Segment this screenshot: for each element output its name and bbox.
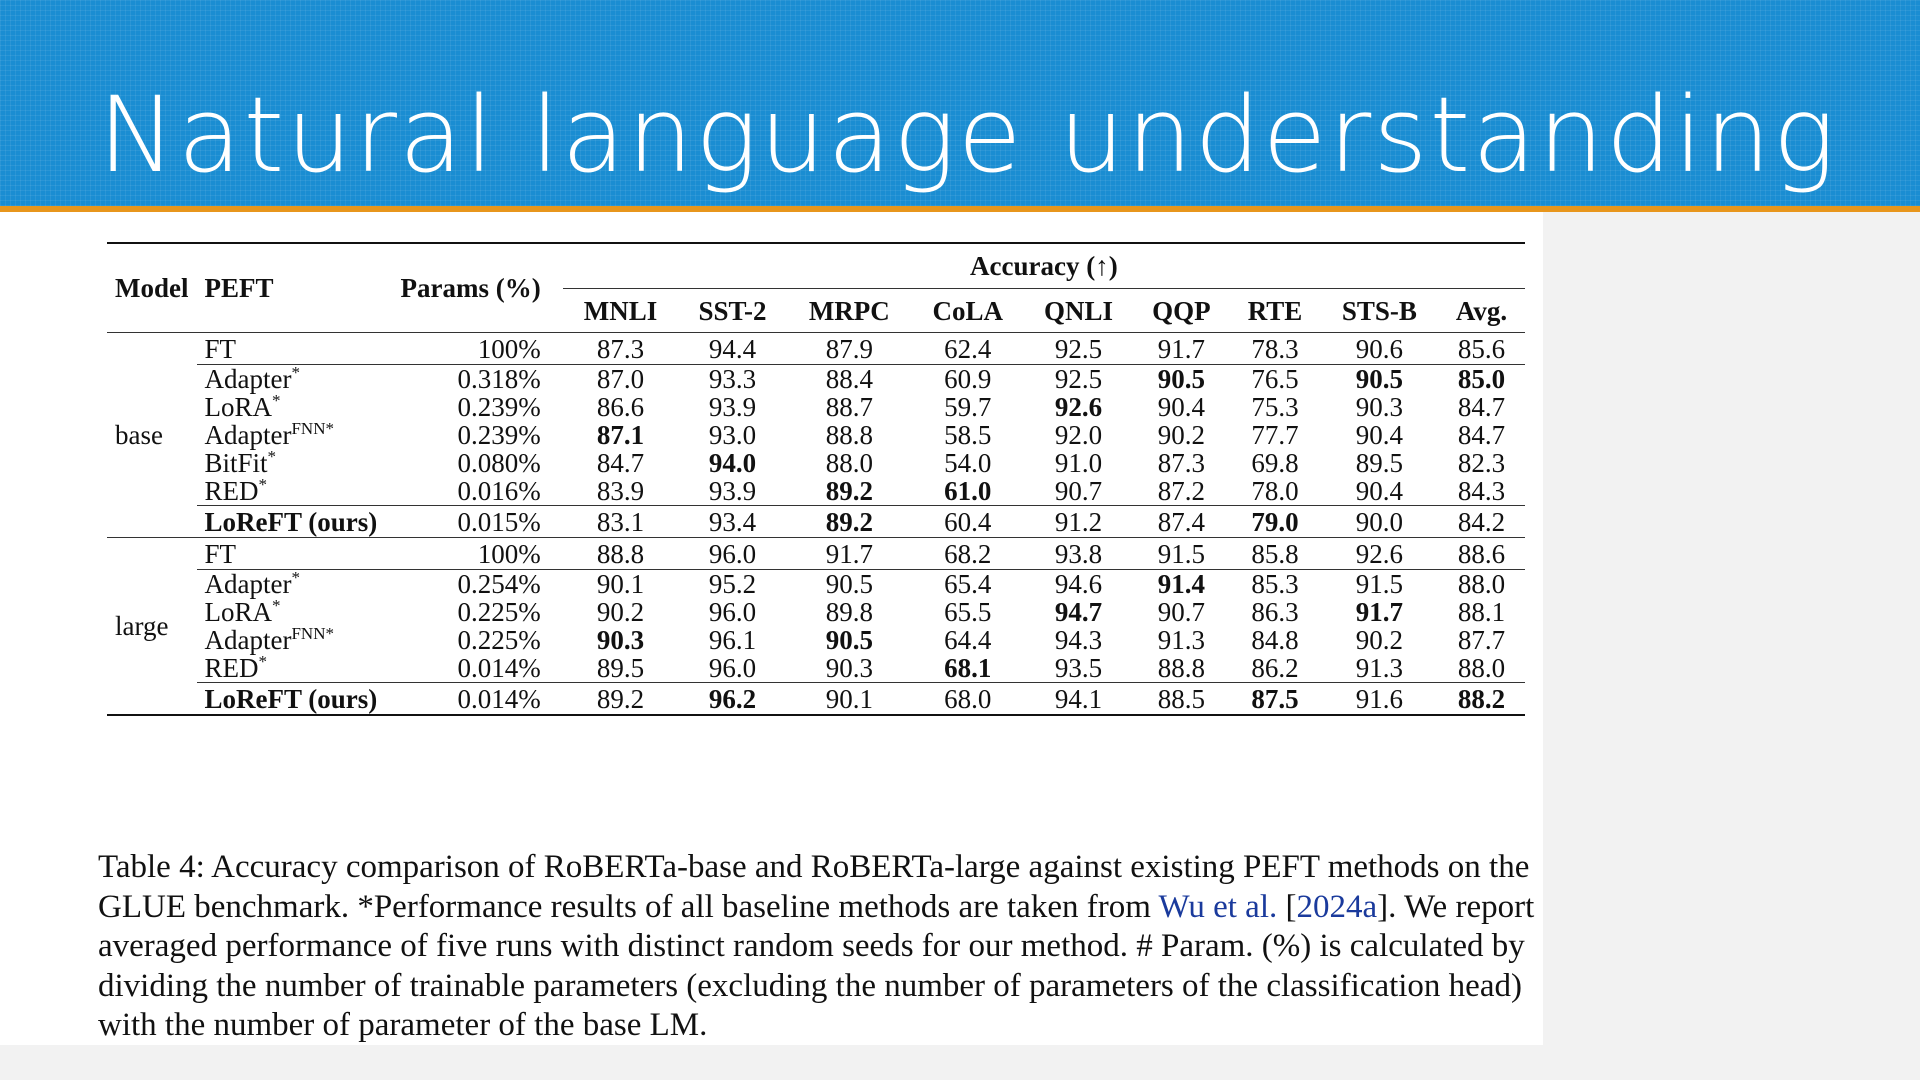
method-cell — [197, 654, 393, 683]
column-header-qqp: QQP — [1152, 295, 1211, 326]
method-superscript: * — [291, 363, 300, 382]
score-cell: 83.1 — [563, 506, 679, 538]
score-cell: 89.5 — [1355, 448, 1403, 478]
table-row — [107, 506, 1525, 538]
score-cell: 93.4 — [678, 506, 787, 538]
score-cell: 88.8 — [825, 420, 873, 450]
score-cell: 85.3 — [1230, 570, 1321, 599]
method-superscript: * — [291, 568, 300, 587]
table-row — [107, 477, 1525, 506]
score-cell: 91.3 — [1355, 653, 1403, 683]
score-cell: 93.5 — [1054, 653, 1103, 683]
score-cell: 89.5 — [596, 653, 645, 683]
table-row — [107, 538, 1525, 570]
table-row — [107, 393, 1525, 421]
score-cell: 91.6 — [1321, 683, 1439, 716]
score-cell: 90.3 — [825, 653, 873, 683]
method-superscript: * — [272, 596, 281, 615]
params-cell: 0.225% — [457, 597, 541, 627]
score-cell: 84.2 — [1438, 506, 1525, 538]
score-cell: 87.2 — [1157, 476, 1206, 506]
score-cell: 90.5 — [825, 625, 873, 655]
score-cell: 88.2 — [1438, 683, 1525, 716]
slide-background-panel — [1543, 212, 1920, 1080]
score-cell: 87.4 — [1133, 506, 1229, 538]
method-name: LoRA — [204, 597, 272, 627]
slide-background-strip — [0, 1045, 1543, 1080]
score-cell: 92.0 — [1054, 420, 1103, 450]
column-header-mnli: MNLI — [583, 295, 658, 326]
method-cell — [197, 598, 393, 626]
score-cell: 87.3 — [596, 333, 645, 364]
score-cell: 96.1 — [708, 625, 757, 655]
score-cell: 92.6 — [1355, 538, 1403, 569]
score-cell: 59.7 — [944, 392, 992, 422]
score-cell: 88.6 — [1457, 538, 1506, 569]
score-cell: 91.4 — [1133, 570, 1229, 599]
citation-year-link[interactable]: 2024a — [1296, 888, 1378, 925]
header-params: Params (%) — [393, 243, 563, 333]
score-cell: 65.4 — [912, 570, 1024, 599]
score-cell: 90.1 — [787, 683, 912, 716]
score-cell: 64.4 — [944, 625, 992, 655]
params-cell: 0.016% — [457, 476, 541, 506]
score-cell: 84.7 — [596, 448, 645, 478]
params-cell: 0.254% — [393, 570, 563, 599]
score-cell: 84.7 — [1457, 392, 1506, 422]
accuracy-table — [107, 242, 1525, 716]
score-cell: 84.3 — [1457, 476, 1506, 506]
params-cell: 100% — [477, 333, 541, 364]
score-cell: 68.2 — [944, 538, 992, 569]
score-cell: 69.8 — [1251, 448, 1299, 478]
caption-bracket: [ — [1285, 888, 1297, 925]
method-name: Adapter — [204, 625, 292, 655]
method-cell — [197, 570, 393, 599]
table-body — [107, 333, 1525, 716]
score-cell: 94.3 — [1054, 625, 1103, 655]
score-cell: 91.3 — [1157, 625, 1206, 655]
caption-text: Table 4: Accuracy comparison of RoBERTa-base and RoBERTa-large against existing PEFT methods on the GLUE benchmark. *Performance results of all baseline methods are taken from — [98, 849, 1530, 925]
score-cell: 88.5 — [1133, 683, 1229, 716]
score-cell: 90.4 — [1355, 476, 1403, 506]
params-cell: 0.318% — [393, 365, 563, 394]
citation-link[interactable]: Wu et al. — [1158, 888, 1278, 925]
score-cell: 94.6 — [1024, 570, 1134, 599]
method-cell — [197, 477, 393, 506]
score-cell: 68.1 — [944, 653, 992, 683]
score-cell: 93.9 — [708, 476, 757, 506]
score-cell: 94.0 — [708, 448, 757, 478]
method-cell — [197, 365, 393, 394]
score-cell: 96.0 — [708, 538, 757, 569]
score-cell: 96.0 — [708, 597, 757, 627]
score-cell: 78.0 — [1251, 476, 1299, 506]
score-cell: 90.5 — [787, 570, 912, 599]
slide-title: Natural language understanding — [98, 74, 1838, 196]
table-figure — [93, 226, 1543, 1045]
score-cell: 93.3 — [678, 365, 787, 394]
score-cell: 84.8 — [1251, 625, 1299, 655]
score-cell: 94.1 — [1024, 683, 1134, 716]
method-cell — [197, 393, 393, 421]
score-cell: 89.2 — [563, 683, 679, 716]
method-cell — [197, 333, 393, 365]
score-cell: 76.5 — [1230, 365, 1321, 394]
score-cell: 84.7 — [1457, 420, 1506, 450]
score-cell: 91.2 — [1024, 506, 1134, 538]
score-cell: 54.0 — [944, 448, 992, 478]
score-cell: 79.0 — [1230, 506, 1321, 538]
score-cell: 91.7 — [1157, 333, 1206, 364]
score-cell: 88.0 — [1457, 653, 1506, 683]
method-name: Adapter — [204, 569, 292, 599]
method-name: BitFit — [204, 448, 268, 478]
score-cell: 62.4 — [944, 333, 992, 364]
score-cell: 85.8 — [1251, 538, 1299, 569]
score-cell: 90.7 — [1054, 476, 1103, 506]
score-cell: 94.7 — [1054, 597, 1103, 627]
score-cell: 87.0 — [563, 365, 679, 394]
score-cell: 82.3 — [1457, 448, 1506, 478]
score-cell: 87.9 — [825, 333, 873, 364]
score-cell: 90.2 — [1157, 420, 1206, 450]
score-cell: 87.1 — [596, 420, 645, 450]
score-cell: 58.5 — [944, 420, 992, 450]
score-cell: 88.0 — [825, 448, 873, 478]
score-cell: 88.1 — [1457, 597, 1506, 627]
method-name: FT — [204, 538, 237, 569]
score-cell: 85.6 — [1457, 333, 1506, 364]
score-cell: 91.5 — [1157, 538, 1206, 569]
caption-text-2: ]. We report averaged performance of five runs with distinct random seeds for our method. # Param. (%) is calculated by dividing the number of trainable parameters (excluding the number of parameters of the classification head) with the number of parameter of the base LM. — [98, 888, 1535, 1043]
column-header-qnli: QNLI — [1043, 295, 1113, 326]
score-cell: 93.8 — [1054, 538, 1103, 569]
score-cell: 91.0 — [1054, 448, 1103, 478]
score-cell: 92.5 — [1024, 365, 1134, 394]
params-cell: 0.239% — [457, 420, 541, 450]
score-cell: 90.6 — [1355, 333, 1403, 364]
score-cell: 90.1 — [563, 570, 679, 599]
score-cell: 61.0 — [944, 476, 992, 506]
score-cell: 92.6 — [1054, 392, 1103, 422]
score-cell: 90.0 — [1321, 506, 1439, 538]
method-cell — [197, 626, 393, 654]
score-cell: 89.2 — [825, 476, 873, 506]
method-superscript: * — [267, 447, 277, 466]
score-cell: 96.0 — [708, 653, 757, 683]
score-cell: 96.2 — [678, 683, 787, 716]
table-row — [107, 626, 1525, 654]
score-cell: 88.0 — [1438, 570, 1525, 599]
params-cell: 100% — [477, 538, 541, 569]
score-cell: 93.9 — [708, 392, 757, 422]
table-header-row — [107, 243, 1525, 289]
params-cell: 0.239% — [457, 392, 541, 422]
score-cell: 85.0 — [1438, 365, 1525, 394]
header-peft: PEFT — [197, 243, 393, 333]
score-cell: 88.8 — [1157, 653, 1206, 683]
score-cell: 91.7 — [1355, 597, 1403, 627]
method-superscript: FNN* — [291, 419, 334, 438]
score-cell: 90.7 — [1157, 597, 1206, 627]
params-cell: 0.015% — [393, 506, 563, 538]
method-cell — [197, 538, 393, 570]
score-cell: 90.5 — [1133, 365, 1229, 394]
score-cell: 92.5 — [1054, 333, 1103, 364]
method-superscript: FNN* — [291, 624, 334, 643]
score-cell: 68.0 — [912, 683, 1024, 716]
method-superscript: * — [258, 652, 267, 671]
score-cell: 88.4 — [787, 365, 912, 394]
score-cell: 86.6 — [596, 392, 645, 422]
score-cell: 75.3 — [1251, 392, 1299, 422]
score-cell: 87.7 — [1457, 625, 1506, 655]
score-cell: 90.4 — [1355, 420, 1403, 450]
score-cell: 90.2 — [1355, 625, 1403, 655]
column-header-sts-b: STS-B — [1341, 295, 1417, 326]
score-cell: 94.4 — [708, 333, 757, 364]
score-cell: 88.7 — [825, 392, 873, 422]
column-header-sst-2: SST-2 — [698, 295, 767, 326]
table-row — [107, 598, 1525, 626]
score-cell: 86.3 — [1251, 597, 1299, 627]
table-row — [107, 421, 1525, 449]
score-cell: 65.5 — [944, 597, 992, 627]
params-cell: 0.014% — [393, 683, 563, 716]
column-header-rte: RTE — [1247, 295, 1303, 326]
method-name: LoReFT (ours) — [204, 506, 378, 537]
method-name: RED — [204, 476, 259, 506]
method-cell — [197, 683, 393, 716]
header-accuracy: Accuracy (↑) — [563, 243, 1525, 289]
table-row — [107, 365, 1525, 394]
score-cell: 91.5 — [1321, 570, 1439, 599]
table-row — [107, 654, 1525, 683]
column-header-mrpc: MRPC — [808, 295, 890, 326]
method-name: RED — [204, 653, 259, 683]
method-cell — [197, 449, 393, 477]
score-cell: 91.7 — [825, 538, 873, 569]
score-cell: 78.3 — [1251, 333, 1299, 364]
score-cell: 60.4 — [912, 506, 1024, 538]
table-row — [107, 449, 1525, 477]
method-name: Adapter — [204, 420, 292, 450]
table-row — [107, 683, 1525, 716]
method-cell — [197, 506, 393, 538]
score-cell: 93.0 — [708, 420, 757, 450]
method-cell — [197, 421, 393, 449]
score-cell: 60.9 — [912, 365, 1024, 394]
score-cell: 77.7 — [1251, 420, 1299, 450]
score-cell: 88.8 — [596, 538, 645, 569]
score-cell: 90.5 — [1321, 365, 1439, 394]
title-bar — [0, 0, 1920, 206]
score-cell: 89.2 — [787, 506, 912, 538]
model-group-label: large — [115, 611, 169, 641]
score-cell: 90.3 — [1355, 392, 1403, 422]
table-row — [107, 333, 1525, 365]
column-header-cola: CoLA — [932, 295, 1004, 326]
model-group-label: base — [115, 420, 163, 450]
method-name: Adapter — [204, 364, 292, 394]
method-name: LoReFT (ours) — [204, 683, 378, 714]
column-header-avg: Avg. — [1455, 295, 1508, 326]
table-caption — [98, 848, 1538, 1046]
method-superscript: * — [272, 391, 281, 410]
method-name: FT — [204, 333, 237, 364]
score-cell: 87.3 — [1157, 448, 1206, 478]
score-cell: 87.5 — [1230, 683, 1321, 716]
score-cell: 90.4 — [1157, 392, 1206, 422]
method-superscript: * — [258, 475, 267, 494]
method-name: LoRA — [204, 392, 272, 422]
score-cell: 83.9 — [596, 476, 645, 506]
score-cell: 90.2 — [596, 597, 645, 627]
params-cell: 0.080% — [457, 448, 541, 478]
params-cell: 0.225% — [457, 625, 541, 655]
score-cell: 86.2 — [1251, 653, 1299, 683]
score-cell: 95.2 — [678, 570, 787, 599]
table-row — [107, 570, 1525, 599]
params-cell: 0.014% — [457, 653, 541, 683]
header-model: Model — [107, 243, 197, 333]
score-cell: 89.8 — [825, 597, 873, 627]
score-cell: 90.3 — [596, 625, 645, 655]
